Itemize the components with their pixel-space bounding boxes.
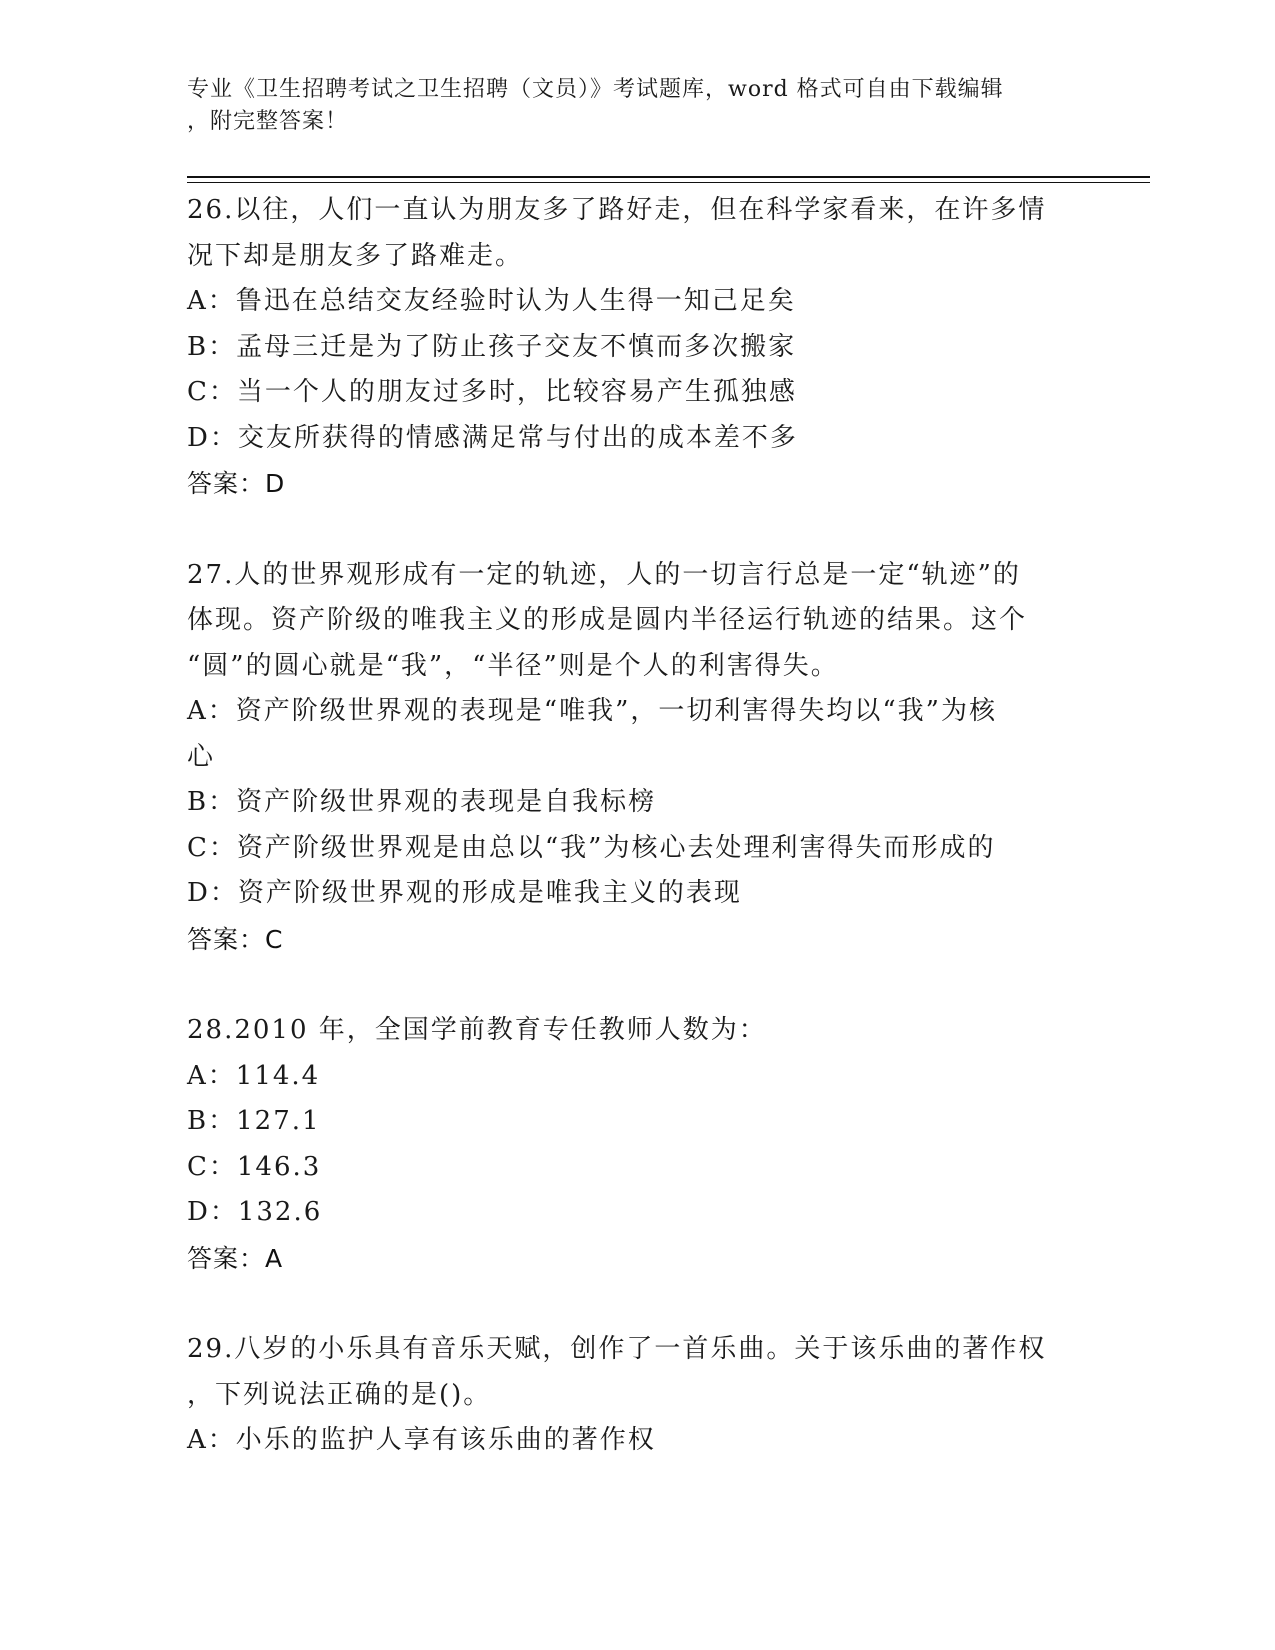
answer: 答案：C [187, 924, 284, 954]
question-stem: “圆”的圆心就是“我”，“半径”则是个人的利害得失。 [187, 650, 839, 681]
question-stem: 28.2010 年，全国学前教育专任教师人数为： [187, 1015, 767, 1045]
question-28 [187, 1008, 1077, 1281]
question-29 [187, 1327, 1077, 1464]
option-a: A：小乐的监护人享有该乐曲的著作权 [187, 1425, 656, 1455]
document-header [187, 74, 1067, 138]
option-a: A：鲁迅在总结交友经验时认为人生得一知己足矣 [187, 286, 796, 316]
option-d: D：资产阶级世界观的形成是唯我主义的表现 [187, 878, 742, 908]
option-b: B：127.1 [187, 1106, 321, 1136]
question-stem: 29.八岁的小乐具有音乐天赋，创作了一首乐曲。关于该乐曲的著作权 [187, 1334, 1047, 1364]
header-line: 专业《卫生招聘考试之卫生招聘（文员）》考试题库，word 格式可自由下载编辑 [187, 77, 1004, 102]
answer: 答案：D [187, 469, 286, 498]
question-26 [187, 188, 1077, 507]
question-stem: ，下列说法正确的是()。 [187, 1379, 492, 1410]
header-divider-thick [187, 176, 1150, 178]
header-divider-thin [187, 182, 1150, 183]
question-stem: 27.人的世界观形成有一定的轨迹，人的一切言行总是一定“轨迹”的 [187, 559, 1021, 590]
question-spacer [187, 962, 1077, 1008]
option-c: C：资产阶级世界观是由总以“我”为核心去处理利害得失而形成的 [187, 832, 996, 863]
question-stem: 体现。资产阶级的唯我主义的形成是圆内半径运行轨迹的结果。这个 [187, 605, 1028, 635]
question-list [187, 188, 1077, 1464]
option-a: A：114.4 [187, 1060, 321, 1091]
option-a: A：资产阶级世界观的表现是“唯我”，一切利害得失均以“我”为核 [187, 696, 997, 726]
header-line: ，附完整答案！ [187, 109, 349, 134]
option-a-continued: 心 [187, 741, 216, 772]
question-spacer [187, 1281, 1077, 1327]
option-c: C：当一个人的朋友过多时，比较容易产生孤独感 [187, 377, 797, 407]
option-b: B：资产阶级世界观的表现是自我标榜 [187, 787, 657, 817]
question-27 [187, 553, 1077, 963]
answer: 答案：A [187, 1243, 284, 1273]
option-c: C：146.3 [187, 1151, 322, 1182]
option-d: D：132.6 [187, 1197, 323, 1227]
option-d: D：交友所获得的情感满足常与付出的成本差不多 [187, 422, 798, 453]
question-stem: 况下却是朋友多了路难走。 [187, 240, 524, 271]
question-stem: 26.以往，人们一直认为朋友多了路好走，但在科学家看来，在许多情 [187, 195, 1047, 225]
option-b: B：孟母三迁是为了防止孩子交友不慎而多次搬家 [187, 331, 797, 362]
question-spacer [187, 507, 1077, 553]
